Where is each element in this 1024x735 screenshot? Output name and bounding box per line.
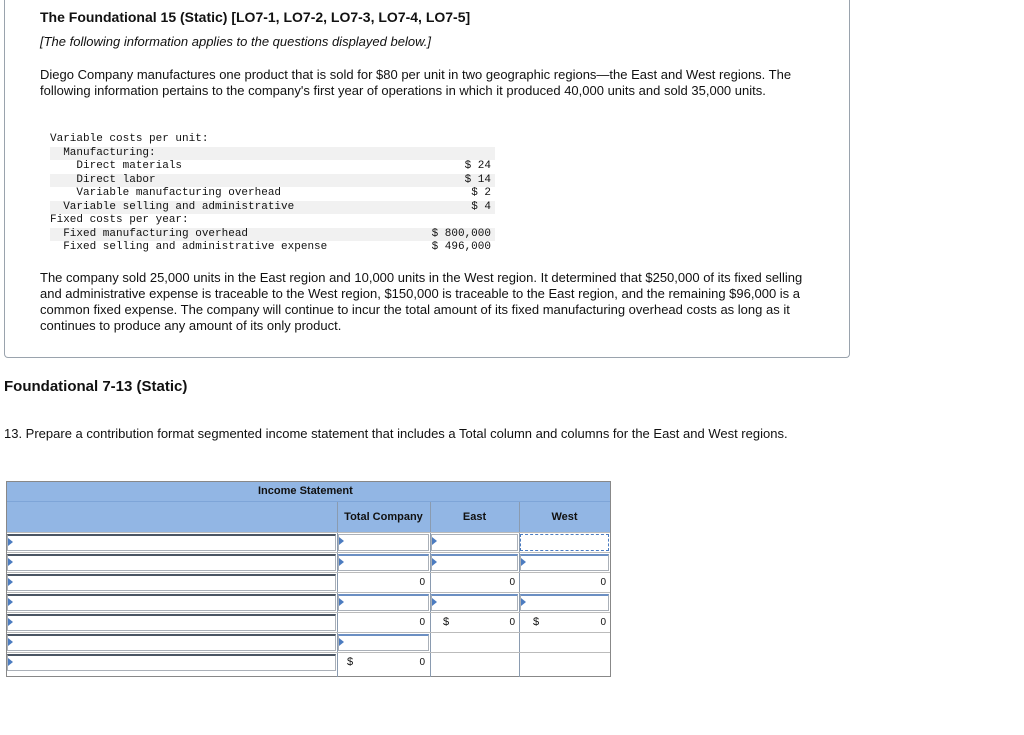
dropdown-marker-icon (521, 598, 526, 606)
cost-row: Variable costs per unit: (50, 133, 209, 145)
label-input[interactable] (7, 534, 336, 551)
table-row (7, 552, 610, 572)
table-row (7, 532, 610, 552)
label-input[interactable] (7, 654, 336, 671)
label-input[interactable] (7, 614, 336, 631)
header-total-company: Total Company (344, 511, 423, 523)
label-input[interactable] (7, 574, 336, 591)
dropdown-marker-icon (8, 618, 13, 626)
dropdown-marker-icon (339, 558, 344, 566)
total-input[interactable] (338, 594, 429, 611)
table-row (7, 612, 610, 632)
east-input[interactable] (431, 554, 518, 571)
card-subtitle: [The following information applies to the questions displayed below.] (40, 34, 431, 49)
total-value: 0 (419, 617, 425, 628)
cost-row: Direct materials $ 24 (50, 160, 491, 172)
card-title: The Foundational 15 (Static) [LO7-1, LO7-2, LO7-3, LO7-4, LO7-5] (40, 9, 471, 25)
header-east: East (462, 511, 487, 523)
dropdown-marker-icon (8, 578, 13, 586)
table-row (7, 592, 610, 612)
west-input[interactable] (520, 554, 609, 571)
label-input[interactable] (7, 594, 336, 611)
total-value: 0 (419, 577, 425, 588)
total-value: 0 (419, 657, 425, 668)
dropdown-marker-icon (432, 598, 437, 606)
dropdown-marker-icon (339, 638, 344, 646)
dropdown-marker-icon (8, 558, 13, 566)
dropdown-marker-icon (339, 537, 344, 545)
label-input[interactable] (7, 634, 336, 651)
west-input[interactable] (520, 594, 609, 611)
income-statement-table (6, 481, 611, 677)
west-value: 0 (600, 617, 606, 628)
dropdown-marker-icon (432, 537, 437, 545)
cost-row: Variable manufacturing overhead $ 2 (50, 187, 491, 199)
east-value: 0 (509, 617, 515, 628)
cost-table (50, 133, 495, 255)
west-dollar-sign: $ (533, 616, 540, 628)
cost-row: Direct labor $ 14 (50, 174, 495, 188)
east-input[interactable] (431, 534, 518, 551)
east-input[interactable] (431, 594, 518, 611)
dropdown-marker-icon (8, 658, 13, 666)
table-banner (7, 482, 610, 502)
header-label-cell (7, 502, 337, 532)
total-input[interactable] (338, 534, 429, 551)
cost-row: Variable selling and administrative $ 4 (50, 201, 495, 215)
dropdown-marker-icon (8, 538, 13, 546)
total-dollar-sign: $ (347, 656, 354, 668)
west-value: 0 (600, 577, 606, 588)
table-banner-title: Income Statement (258, 485, 353, 497)
dropdown-marker-icon (8, 598, 13, 606)
cost-row: Manufacturing: (50, 147, 495, 161)
table-row (7, 652, 610, 672)
dropdown-marker-icon (339, 598, 344, 606)
east-value: 0 (509, 577, 515, 588)
dropdown-marker-icon (521, 558, 526, 566)
table-row (7, 572, 610, 592)
table-row (7, 632, 610, 652)
total-input[interactable] (338, 554, 429, 571)
label-input[interactable] (7, 554, 336, 571)
info-paragraph-1: Diego Company manufactures one product that is sold for $80 per unit in two geographic regions—the East and West regions. The following information pertains to the company's first year of operations in which it produced 40,000 units and sold 35,000 units. (40, 67, 792, 98)
cost-row: Fixed costs per year: (50, 214, 189, 226)
cost-row: Fixed selling and administrative expense $ 496,000 (50, 241, 491, 253)
total-input[interactable] (338, 634, 429, 651)
section-title: Foundational 7-13 (Static) (4, 378, 188, 395)
east-dollar-sign: $ (443, 616, 450, 628)
dropdown-marker-icon (8, 638, 13, 646)
west-input[interactable] (520, 534, 609, 551)
dropdown-marker-icon (432, 558, 437, 566)
cost-row: Fixed manufacturing overhead $ 800,000 (50, 228, 495, 242)
header-west: West (551, 511, 578, 523)
info-paragraph-2: The company sold 25,000 units in the East region and 10,000 units in the West region. It determined that $250,000 of its fixed selling and administrative expense is traceable to the West region, $150,000 is traceable to the East region, and the remaining $96,000 is a common fixed expense. The company will continue to incur the total amount of its fixed manufacturing overhead costs as long as it continues to produce any amount of its only product. (40, 270, 803, 333)
question-text: 13. Prepare a contribution format segmented income statement that includes a Total column and columns for the East and West regions. (4, 426, 788, 441)
